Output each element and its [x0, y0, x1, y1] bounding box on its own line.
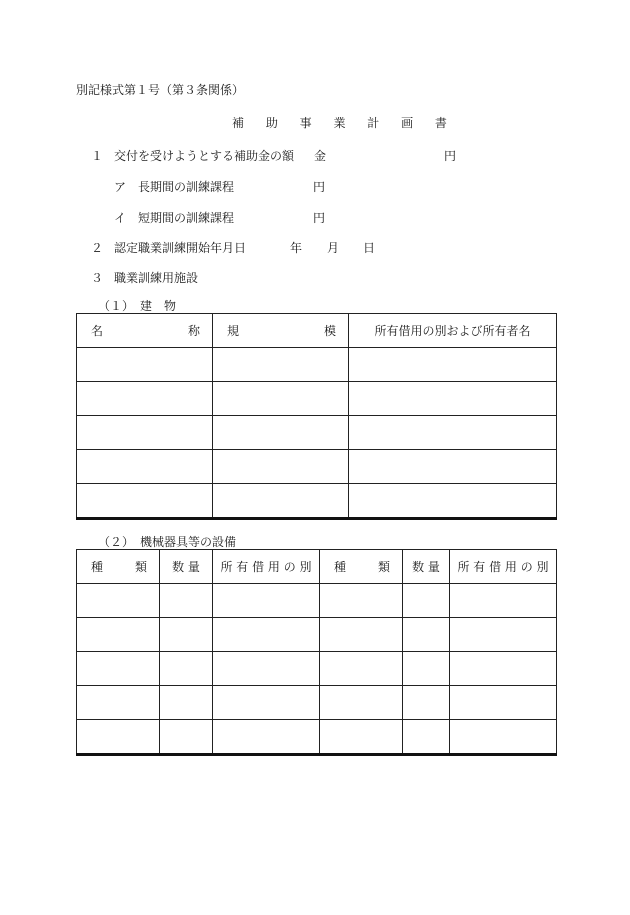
buildings-header-row	[77, 314, 557, 348]
header-scale: 規 模	[213, 314, 349, 348]
equipment-row	[77, 686, 557, 720]
table-cell[interactable]	[213, 484, 349, 519]
table-cell[interactable]	[450, 618, 557, 652]
table-cell[interactable]	[160, 720, 213, 755]
table-cell[interactable]	[77, 652, 160, 686]
item1-kin: 金	[314, 149, 327, 163]
item1-yen: 円	[444, 149, 457, 163]
table-cell[interactable]	[320, 652, 403, 686]
item2-year: 年	[290, 241, 303, 255]
table-cell[interactable]	[77, 382, 213, 416]
table-cell[interactable]	[403, 652, 450, 686]
item1-sub-a-yen: 円	[313, 180, 326, 194]
buildings-row	[77, 348, 557, 382]
header-owner-2: 所 有 借 用 の 別	[450, 550, 557, 584]
table-cell[interactable]	[77, 618, 160, 652]
table-cell[interactable]	[213, 450, 349, 484]
table-cell[interactable]	[403, 686, 450, 720]
table-cell[interactable]	[160, 584, 213, 618]
item1-number: １	[91, 149, 104, 163]
buildings-caption: （１） 建 物	[98, 299, 177, 313]
buildings-row	[77, 416, 557, 450]
buildings-table	[76, 313, 557, 520]
table-cell[interactable]	[349, 484, 557, 519]
equipment-table	[76, 549, 557, 756]
table-cell[interactable]	[213, 618, 320, 652]
table-cell[interactable]	[213, 686, 320, 720]
document-title: 補 助 事 業 計 画 書	[232, 116, 456, 130]
equipment-row	[77, 584, 557, 618]
item3-label: 職業訓練用施設	[114, 271, 199, 285]
buildings-row	[77, 450, 557, 484]
table-cell[interactable]	[349, 416, 557, 450]
form-label: 別記様式第１号（第３条関係）	[76, 83, 245, 97]
item2-number: ２	[91, 241, 104, 255]
table-cell[interactable]	[320, 618, 403, 652]
table-cell[interactable]	[403, 618, 450, 652]
header-qty-1: 数 量	[160, 550, 213, 584]
equipment-row	[77, 652, 557, 686]
item1-label: 交付を受けようとする補助金の額	[114, 149, 295, 163]
table-cell[interactable]	[349, 450, 557, 484]
item1-sub-i-yen: 円	[313, 211, 326, 225]
header-owner-1: 所 有 借 用 の 別	[213, 550, 320, 584]
table-cell[interactable]	[450, 720, 557, 755]
table-cell[interactable]	[77, 720, 160, 755]
table-cell[interactable]	[160, 686, 213, 720]
table-cell[interactable]	[450, 652, 557, 686]
table-cell[interactable]	[450, 584, 557, 618]
table-cell[interactable]	[320, 720, 403, 755]
table-cell[interactable]	[77, 450, 213, 484]
item2-month: 月	[327, 241, 340, 255]
equipment-header-row	[77, 550, 557, 584]
header-owner: 所有借用の別および所有者名	[349, 314, 557, 348]
equipment-row	[77, 720, 557, 755]
table-cell[interactable]	[213, 584, 320, 618]
table-cell[interactable]	[213, 382, 349, 416]
item3-number: ３	[91, 271, 104, 285]
table-cell[interactable]	[160, 618, 213, 652]
header-type-1: 種 類	[77, 550, 160, 584]
item1-sub-a-label: ア 長期間の訓練課程	[114, 180, 235, 194]
equipment-caption: （２） 機械器具等の設備	[98, 535, 237, 549]
header-name: 名 称	[77, 314, 213, 348]
table-cell[interactable]	[403, 720, 450, 755]
table-cell[interactable]	[320, 686, 403, 720]
header-type-2: 種 類	[320, 550, 403, 584]
table-cell[interactable]	[450, 686, 557, 720]
table-cell[interactable]	[349, 382, 557, 416]
buildings-row	[77, 484, 557, 519]
table-cell[interactable]	[320, 584, 403, 618]
table-cell[interactable]	[77, 348, 213, 382]
table-cell[interactable]	[77, 416, 213, 450]
table-cell[interactable]	[77, 484, 213, 519]
header-qty-2: 数 量	[403, 550, 450, 584]
table-cell[interactable]	[213, 652, 320, 686]
table-cell[interactable]	[349, 348, 557, 382]
item1-sub-i-label: イ 短期間の訓練課程	[114, 211, 235, 225]
equipment-row	[77, 618, 557, 652]
item2-label: 認定職業訓練開始年月日	[114, 241, 247, 255]
table-cell[interactable]	[160, 652, 213, 686]
table-cell[interactable]	[213, 348, 349, 382]
table-cell[interactable]	[403, 584, 450, 618]
table-cell[interactable]	[77, 686, 160, 720]
buildings-row	[77, 382, 557, 416]
table-cell[interactable]	[213, 720, 320, 755]
table-cell[interactable]	[213, 416, 349, 450]
table-cell[interactable]	[77, 584, 160, 618]
item2-day: 日	[363, 241, 376, 255]
